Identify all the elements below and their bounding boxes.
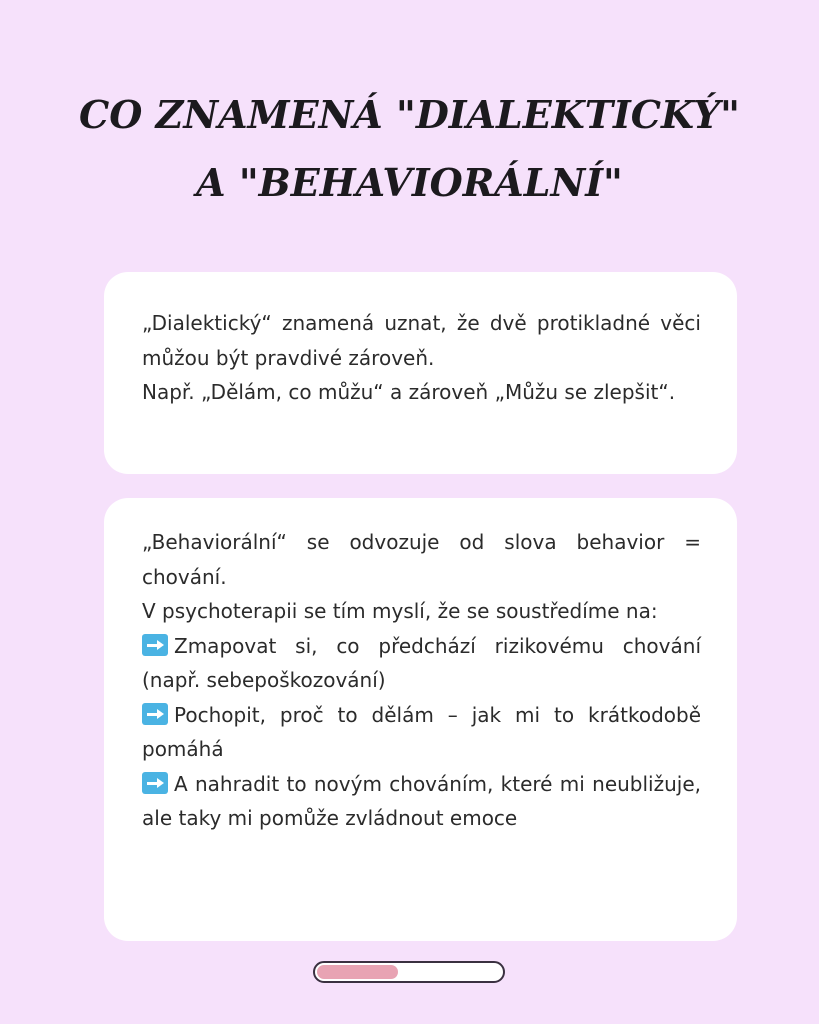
dialectic-definition: „Dialektický“ znamená uznat, že dvě protikladné věci můžou být pravdivé zároveň. [142,311,701,370]
right-arrow-icon [142,772,168,794]
list-item [142,767,701,836]
behavioral-card [104,498,737,941]
right-arrow-icon [142,634,168,656]
behavioral-definition: „Behaviorální“ se odvozuje od slova behavior = chování. [142,530,701,589]
page-title-line-2: A "BEHAVIORÁLNÍ" [196,160,623,205]
list-item [142,698,701,767]
behavioral-intro: V psychoterapii se tím myslí, že se soustředíme na: [142,599,658,623]
dialectic-card [104,272,737,474]
dialectic-example: Např. „Dělám, co můžu“ a zároveň „Můžu se zlepšit“. [142,380,676,404]
slide-progress-fill [317,965,398,979]
page-title-line-1: CO ZNAMENÁ "DIALEKTICKÝ" [79,92,740,137]
slide-progress-bar [313,961,505,983]
right-arrow-icon [142,703,168,725]
list-item-text: Pochopit, proč to dělám – jak mi to krátkodobě pomáhá [142,702,701,761]
list-item-text: A nahradit to novým chováním, které mi neubližuje, ale taky mi pomůže zvládnout emoce [142,771,701,830]
list-item [142,629,701,698]
list-item-text: Zmapovat si, co předchází rizikovému chování (např. sebepoškozování) [142,633,701,692]
